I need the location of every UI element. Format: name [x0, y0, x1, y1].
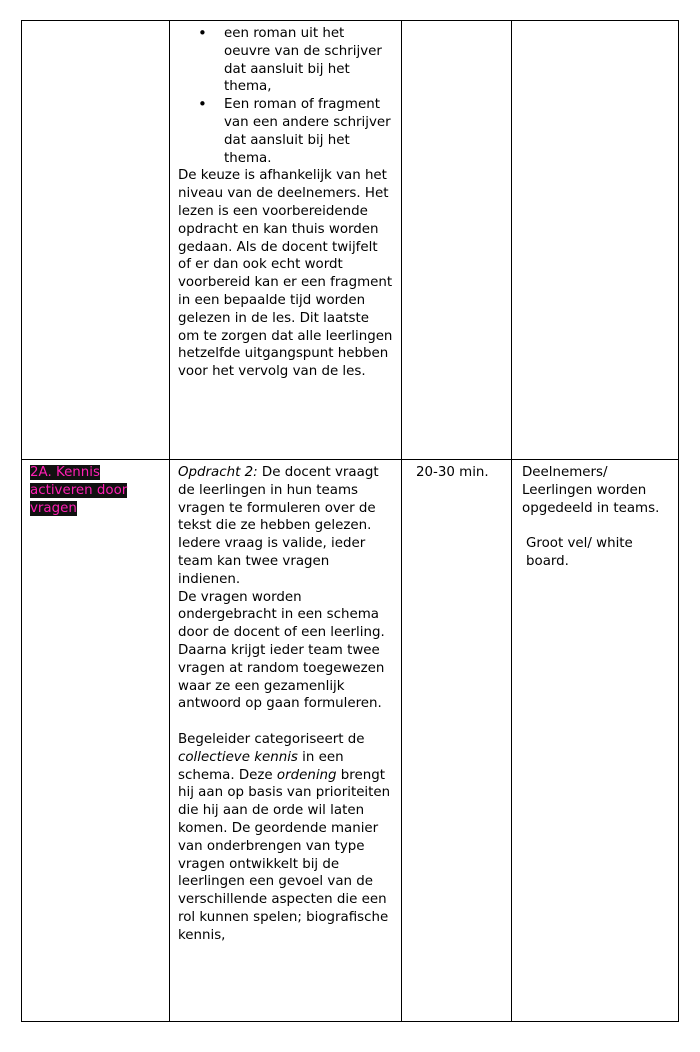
guide-emphasis: ordening	[276, 767, 337, 783]
guide-text-part: in een schema. Deze	[178, 749, 344, 783]
phase-cell-empty	[22, 21, 170, 460]
guide-text-part: brengt hij aan op basis van prioriteiten die hij aan de orde wil laten komen. De geordende manier van onderbrengen van type vragen ontwikkelt bij de leerlingen een gevoel van de verschillende aspecten die een rol kunnen spelen; biografische kennis,	[178, 767, 391, 943]
notes-cell-empty	[512, 21, 679, 460]
guide-text	[178, 731, 393, 945]
list-item: • Een roman of fragment van een andere schrijver dat aansluit bij het thema.	[224, 96, 393, 167]
table-row	[22, 460, 679, 1022]
guide-emphasis: collectieve kennis	[178, 749, 298, 765]
activity-paragraph: De keuze is afhankelijk van het niveau van de deelnemers. Het lezen is een voorbereidende opdracht en kan thuis worden gedaan. Als de docent twijfelt of er dan ook echt wordt voorbereid kan er een fragment in een bepaalde tijd worden gelezen in de les. Dit laatste om te zorgen dat alle leerlingen hetzelfde uitgangspunt hebben voor het vervolg van de les.	[178, 168, 393, 380]
duration-cell	[402, 460, 512, 1022]
validity-text: Iedere vraag is valide, ieder team kan twee vragen indienen.	[178, 536, 366, 587]
spacer	[178, 713, 393, 731]
bullet-list	[178, 25, 393, 167]
phase-label: 2A. Kennis activeren door vragen	[30, 465, 128, 516]
table-row	[22, 21, 679, 460]
activity-cell	[170, 460, 402, 1022]
assignment-label: Opdracht 2:	[178, 465, 258, 480]
lesson-plan-table	[21, 20, 679, 1022]
duration-cell-empty	[402, 21, 512, 460]
activity-cell	[170, 21, 402, 460]
phase-cell	[22, 460, 170, 1022]
notes-materials-text: Groot vel/ white board.	[526, 536, 633, 569]
assignment-text	[178, 464, 393, 535]
spacer	[522, 517, 670, 535]
notes-teams-text: Deelnemers/ Leerlingen worden opgedeeld in teams.	[522, 465, 660, 516]
schema-text: De vragen worden ondergebracht in een schema door de docent of een leerling.	[178, 589, 385, 641]
assignment-body: De docent vraagt de leerlingen in hun teams vragen te formuleren over de tekst die ze hebben gelezen.	[178, 465, 379, 534]
guide-text-part: Begeleider categoriseert de	[178, 731, 365, 747]
random-assignment-text: Daarna krijgt ieder team twee vragen at random toegewezen waar ze een gezamenlijk antwoord op gaan formuleren.	[178, 642, 385, 712]
notes-cell	[512, 460, 679, 1022]
duration-text: 20-30 min.	[416, 465, 489, 480]
list-item: • een roman uit het oeuvre van de schrijver dat aansluit bij het thema,	[224, 25, 393, 96]
